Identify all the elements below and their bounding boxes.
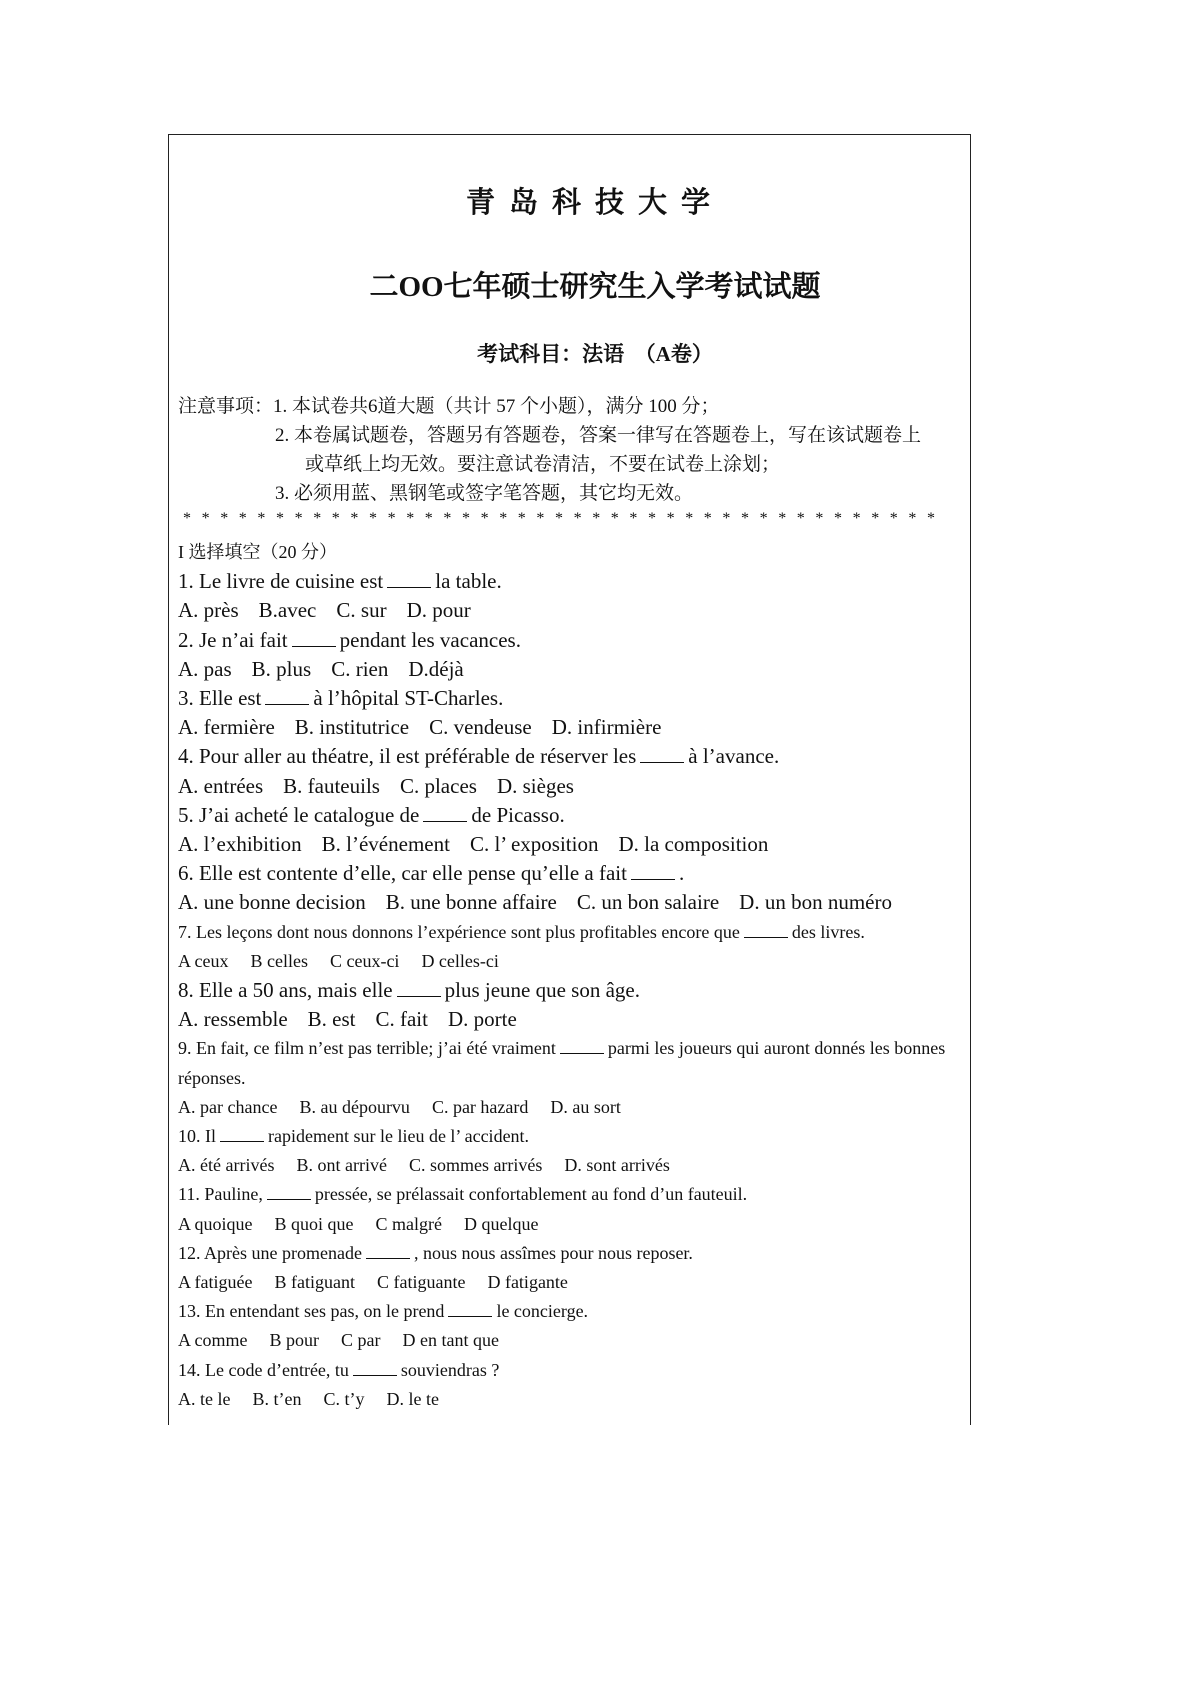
note-item: 1. 本试卷共6道大题（共计 57 个小题），满分 100 分； [273, 396, 720, 417]
question-8-options [178, 1005, 963, 1034]
option: A fatiguée [178, 1272, 253, 1293]
answer-blank [744, 921, 788, 938]
answer-blank [387, 571, 431, 588]
note-item: 2. 本卷属试题卷，答题另有答题卷，答案一律写在答题卷上，写在该试题卷上 [275, 425, 922, 446]
option: C. sommes arrivés [408, 1155, 543, 1176]
option: D.déjà [408, 656, 464, 681]
option: C. t’y [323, 1388, 365, 1409]
answer-blank [397, 980, 441, 997]
separator: * * * * * * * * * * * * * * * * * * * * * * * * * * * * * * * * * * * * * * * * * [183, 510, 939, 527]
question-12-options [178, 1268, 963, 1297]
option: C. rien [331, 656, 389, 681]
question-5 [178, 801, 963, 830]
option: A. une bonne decision [178, 890, 366, 915]
option: B pour [269, 1330, 319, 1351]
question-text: 2. Je n’ai fait [178, 627, 288, 652]
notes-label: 注意事项： [178, 396, 274, 417]
question-text: le concierge. [496, 1301, 589, 1322]
option: A. été arrivés [178, 1155, 275, 1176]
question-9 [178, 1034, 963, 1092]
question-text: 7. Les leçons dont nous donnons l’expérience sont plus profitables encore que [178, 921, 740, 942]
question-text: à l’hôpital ST-Charles. [313, 686, 504, 711]
question-7-options [178, 947, 963, 976]
option: C fatiguante [376, 1272, 466, 1293]
option: B celles [250, 950, 308, 971]
answer-blank [560, 1037, 604, 1054]
option: C. sur [336, 598, 387, 623]
option: D en tant que [402, 1330, 499, 1351]
question-12 [178, 1239, 963, 1268]
question-text: 14. Le code d’entrée, tu [178, 1359, 349, 1380]
option: A quoique [178, 1213, 253, 1234]
question-text: 5. J’ai acheté le catalogue de [178, 802, 420, 827]
question-text: 11. Pauline, [178, 1184, 263, 1205]
option: A. ressemble [178, 1007, 288, 1032]
option: D. pour [406, 598, 471, 623]
question-text: . [678, 861, 685, 886]
question-10-options [178, 1151, 963, 1180]
option: D. sièges [496, 773, 574, 798]
question-text: de Picasso. [471, 802, 565, 827]
option: B. ont arrivé [296, 1155, 387, 1176]
question-text: plus jeune que son âge. [444, 978, 640, 1003]
option: C. fait [375, 1007, 428, 1032]
option: B. institutrice [294, 715, 410, 740]
option: A. près [178, 598, 239, 623]
option: B. plus [251, 656, 312, 681]
question-6 [178, 859, 963, 888]
option: A comme [178, 1330, 248, 1351]
option: B. une bonne affaire [385, 890, 557, 915]
question-text: 1. Le livre de cuisine est [178, 569, 384, 594]
option: D. la composition [618, 832, 769, 857]
option: D. infirmière [551, 715, 662, 740]
question-text: 12. Après une promenade [178, 1242, 362, 1263]
question-text: pendant les vacances. [339, 627, 521, 652]
question-2-options [178, 655, 963, 684]
question-13-options [178, 1326, 963, 1355]
option: C. par hazard [431, 1096, 529, 1117]
question-13 [178, 1297, 963, 1326]
question-text: rapidement sur le lieu de l’ accident. [268, 1126, 530, 1147]
questions-section [178, 538, 963, 1414]
option: B. est [307, 1007, 356, 1032]
question-1-options [178, 596, 963, 625]
option: D. un bon numéro [739, 890, 892, 915]
option: D celles-ci [421, 950, 499, 971]
option: C par [341, 1330, 381, 1351]
option: D. porte [447, 1007, 517, 1032]
option: A. entrées [178, 773, 264, 798]
exam-subject: 考试科目：法语 （A卷） [477, 342, 713, 366]
question-3 [178, 684, 963, 713]
option: B.avec [258, 598, 317, 623]
option: A ceux [178, 950, 229, 971]
question-text: 13. En entendant ses pas, on le prend [178, 1301, 445, 1322]
question-14-options [178, 1385, 963, 1414]
question-text: parmi les joueurs qui auront donnés les bonnes réponses. [178, 1038, 946, 1088]
question-text: 4. Pour aller au théatre, il est préférable de réserver les [178, 744, 637, 769]
answer-blank [631, 863, 675, 880]
option: D. sont arrivés [564, 1155, 670, 1176]
question-11-options [178, 1210, 963, 1239]
question-5-options [178, 830, 963, 859]
question-8 [178, 976, 963, 1005]
question-7 [178, 918, 963, 947]
option: C malgré [375, 1213, 442, 1234]
option: D. au sort [550, 1096, 621, 1117]
question-1 [178, 567, 963, 596]
question-text: la table. [435, 569, 502, 594]
answer-blank [220, 1125, 264, 1142]
option: A. fermière [178, 715, 275, 740]
question-11 [178, 1180, 963, 1209]
question-text: 10. Il [178, 1126, 216, 1147]
option: B. au dépourvu [299, 1096, 410, 1117]
question-text: 8. Elle a 50 ans, mais elle [178, 978, 393, 1003]
university-title: 青岛科技大学 [465, 187, 724, 219]
question-text: 6. Elle est contente d’elle, car elle pense qu’elle a fait [178, 861, 627, 886]
option: D fatigante [487, 1272, 568, 1293]
option: B. fauteuils [283, 773, 380, 798]
exam-title: 二OO七年硕士研究生入学考试试题 [369, 271, 821, 303]
question-text: souviendras ? [400, 1359, 500, 1380]
question-6-options [178, 888, 963, 917]
question-10 [178, 1122, 963, 1151]
question-2 [178, 626, 963, 655]
question-4 [178, 742, 963, 771]
question-text: des livres. [791, 921, 865, 942]
answer-blank [292, 630, 336, 647]
exam-notes [178, 392, 963, 508]
question-text: , nous nous assîmes pour nous reposer. [413, 1242, 693, 1263]
option: C. vendeuse [429, 715, 532, 740]
option: A. l’exhibition [178, 832, 302, 857]
option: A. te le [178, 1388, 231, 1409]
answer-blank [267, 1183, 311, 1200]
question-9-options [178, 1093, 963, 1122]
option: D quelque [463, 1213, 539, 1234]
option: B quoi que [274, 1213, 354, 1234]
option: A. pas [178, 656, 232, 681]
option: C ceux-ci [329, 950, 400, 971]
option: B. t’en [252, 1388, 302, 1409]
answer-blank [366, 1242, 410, 1259]
note-item: 或草纸上均无效。要注意试卷清洁，不要在试卷上涂划； [305, 454, 781, 475]
option: C. un bon salaire [576, 890, 720, 915]
option: B fatiguant [274, 1272, 355, 1293]
question-14 [178, 1356, 963, 1385]
option: D. le te [386, 1388, 439, 1409]
option: C. l’ exposition [469, 832, 599, 857]
option: C. places [399, 773, 477, 798]
option: B. l’événement [321, 832, 450, 857]
question-text: 3. Elle est [178, 686, 262, 711]
question-text: 9. En fait, ce film n’est pas terrible; j’ai été vraiment [178, 1038, 556, 1059]
question-4-options [178, 772, 963, 801]
question-text: à l’avance. [688, 744, 780, 769]
question-3-options [178, 713, 963, 742]
option: A. par chance [178, 1096, 278, 1117]
answer-blank [640, 746, 684, 763]
answer-blank [265, 688, 309, 705]
answer-blank [423, 805, 467, 822]
answer-blank [353, 1359, 397, 1376]
question-text: pressée, se prélassait confortablement au fond d’un fauteuil. [314, 1184, 748, 1205]
answer-blank [448, 1300, 492, 1317]
section-heading: I 选择填空（20 分） [178, 542, 337, 562]
note-item: 3. 必须用蓝、黑钢笔或签字笔答题，其它均无效。 [275, 483, 694, 504]
